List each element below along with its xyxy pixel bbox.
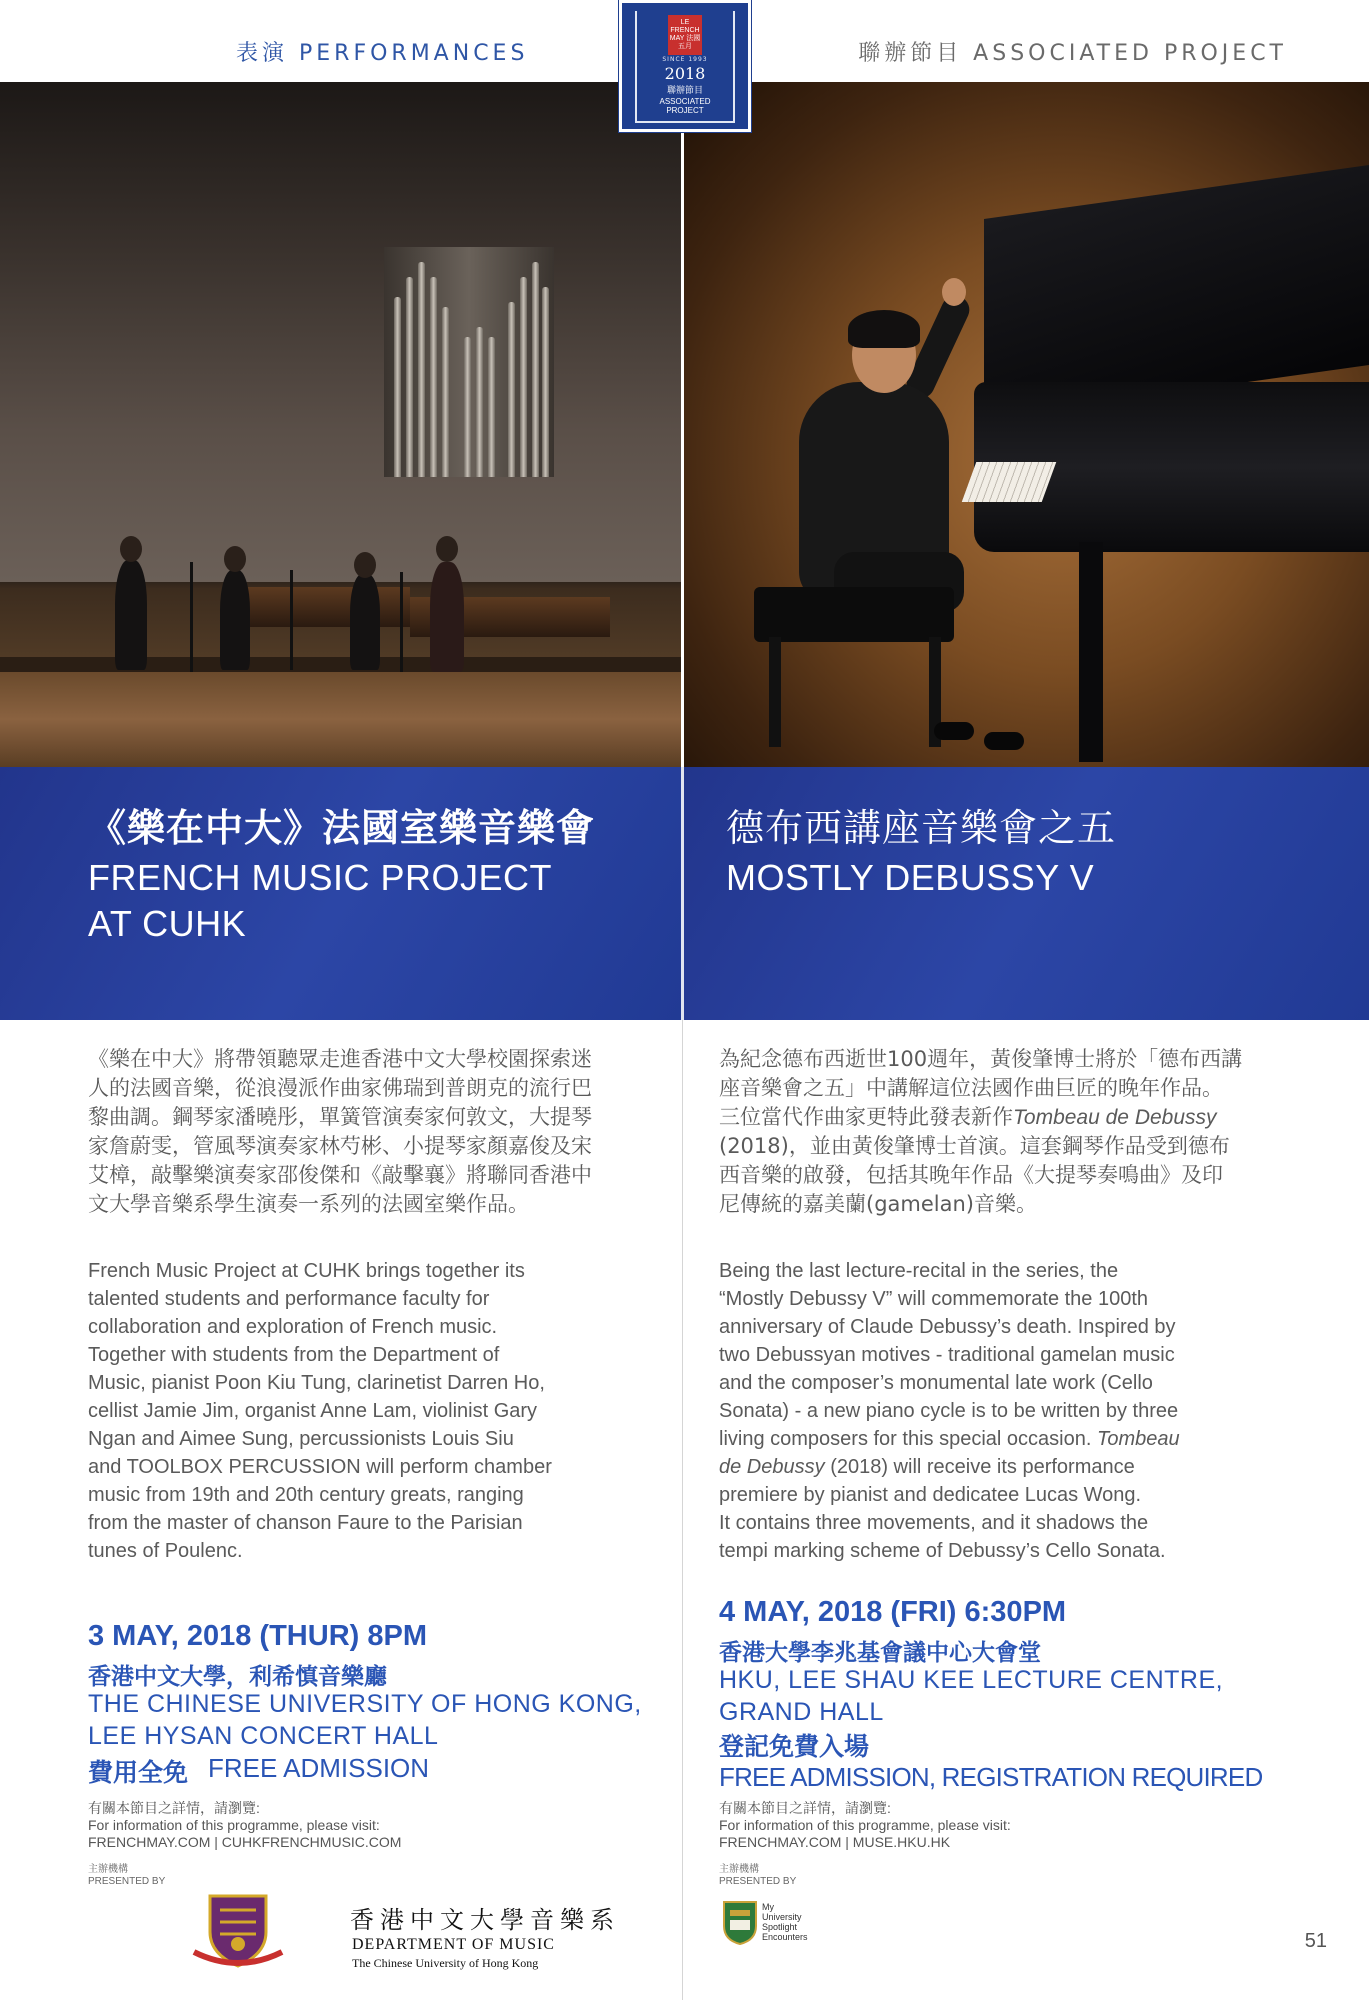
- text-line: premiere by pianist and dedicatee Lucas Wong.: [719, 1484, 1142, 1506]
- text-line: de Debussy (2018) will receive its performance: [719, 1456, 1135, 1478]
- italic-title: Tombeau: [1096, 1428, 1180, 1450]
- event-title-en: MOSTLY DEBUSSY V: [726, 857, 1095, 898]
- text-line: living composers for this special occasion. Tombeau: [719, 1428, 1180, 1450]
- text-line: Together with students from the Department of: [88, 1344, 500, 1366]
- event-title-en-line2: AT CUHK: [88, 903, 247, 944]
- info-links[interactable]: FRENCHMAY.COM | CUHKFRENCHMUSIC.COM: [88, 1834, 402, 1850]
- badge-frame: [635, 11, 735, 123]
- presented-en: PRESENTED BY: [719, 1876, 797, 1887]
- venue-en-line2: GRAND HALL: [719, 1698, 884, 1726]
- text-line: Music, pianist Poon Kiu Tung, clarinetist Darren Ho,: [88, 1372, 545, 1394]
- text-line: tempi marking scheme of Debussy’s Cello Sonata.: [719, 1540, 1166, 1562]
- text-line: “Mostly Debussy V” will commemorate the 100th: [719, 1288, 1149, 1310]
- associated-project-badge: [619, 0, 751, 132]
- venue-zh: 香港中文大學，利希慎音樂廳: [88, 1664, 387, 1690]
- presented-zh: 主辦機構: [88, 1864, 128, 1875]
- info-zh: 有關本節目之詳情，請瀏覽:: [88, 1800, 260, 1816]
- text-line: 為紀念德布西逝世100週年，黃俊肇博士將於「德布西講: [719, 1047, 1243, 1071]
- presented-zh: 主辦機構: [719, 1864, 759, 1875]
- bench-leg: [769, 637, 781, 747]
- venue-en: [88, 1688, 642, 1752]
- muse-line: Spotlight: [762, 1922, 798, 1932]
- text-line: French Music Project at CUHK brings together its: [88, 1260, 525, 1282]
- section-label-performances: 表演 PERFORMANCES: [236, 41, 529, 66]
- badge-en-line1: ASSOCIATED: [659, 97, 711, 106]
- performer-3: [350, 574, 380, 670]
- badge-since: SINCE 1993: [662, 55, 708, 63]
- performer-2-head: [224, 546, 246, 572]
- hall-wall: [0, 82, 681, 582]
- right-zh-description: [719, 1045, 1279, 1219]
- event-title-zh: 德布西講座音樂會之五: [726, 806, 1117, 850]
- text-line: 黎曲調。鋼琴家潘曉彤，單簧管演奏家何敦文，大提琴: [88, 1105, 592, 1129]
- performer-4: [430, 562, 464, 672]
- event-date: 4 MAY, 2018 (FRI) 6:30PM: [719, 1596, 1067, 1628]
- presented-by: [719, 1864, 796, 1888]
- text-line: 文大學音樂系學生演奏一系列的法國室樂作品。: [88, 1192, 529, 1216]
- info-en: For information of this programme, please visit:: [719, 1817, 1011, 1833]
- text-line: Being the last lecture-recital in the series, the: [719, 1260, 1119, 1282]
- presenter-sub: The Chinese University of Hong Kong: [352, 1956, 539, 1970]
- text-line: and the composer’s monumental late work (Cello: [719, 1372, 1153, 1394]
- event-title-zh: 《樂在中大》法國室樂音樂會: [88, 806, 596, 850]
- badge-en-line2: PROJECT: [666, 106, 704, 115]
- text-line: from the master of chanson Faure to the Parisian: [88, 1512, 523, 1534]
- hku-crest-icon: [722, 1900, 758, 1946]
- venue-zh: 香港大學李兆基會議中心大會堂: [719, 1640, 1041, 1666]
- muse-logo: [762, 1902, 842, 1942]
- column-divider: [682, 1020, 683, 2000]
- performer-3-head: [354, 552, 376, 578]
- event-title-en-line1: FRENCH MUSIC PROJECT: [88, 857, 553, 898]
- left-en-description: [88, 1257, 648, 1565]
- admission-zh: 登記免費入場: [719, 1732, 870, 1761]
- italic-title: Tombeau de Debussy: [1013, 1106, 1217, 1129]
- venue-en-line2: LEE HYSAN CONCERT HALL: [88, 1722, 439, 1750]
- text-line: music from 19th and 20th century greats, ranging: [88, 1484, 524, 1506]
- stage-floor: [0, 672, 681, 767]
- page-number: 51: [1304, 1930, 1327, 1952]
- presented-by: [88, 1864, 165, 1888]
- muse-line: Encounters: [762, 1932, 808, 1942]
- presenter-zh: 香港中文大學音樂系: [350, 1906, 620, 1934]
- text-line: 艾樟，敲擊樂演奏家邵俊傑和《敲擊襄》將聯同香港中: [88, 1163, 592, 1187]
- text-line: talented students and performance faculty for: [88, 1288, 490, 1310]
- text-line: 尼傳統的嘉美蘭(gamelan)音樂。: [719, 1192, 1037, 1216]
- italic-title: de Debussy: [719, 1456, 825, 1478]
- text-line: (2018)，並由黃俊肇博士首演。這套鋼琴作品受到德布: [719, 1134, 1230, 1158]
- event-date: 3 MAY, 2018 (THUR) 8PM: [88, 1620, 427, 1652]
- performer-1-head: [120, 536, 142, 562]
- text-line: Ngan and Aimee Sung, percussionists Louis Siu: [88, 1428, 514, 1450]
- text-line: cellist Jamie Jim, organist Anne Lam, violinist Gary: [88, 1400, 538, 1422]
- text-line: 西音樂的啟發，包括其晚年作品《大提琴奏鳴曲》及印: [719, 1163, 1223, 1187]
- marimba: [230, 587, 410, 627]
- badge-en: [660, 97, 711, 115]
- piano-bench: [754, 587, 954, 642]
- event-title-en: [88, 855, 552, 947]
- admission-en: FREE ADMISSION, REGISTRATION REQUIRED: [719, 1762, 1263, 1792]
- right-en-description: [719, 1257, 1279, 1565]
- venue-en-line1: HKU, LEE SHAU KEE LECTURE CENTRE,: [719, 1666, 1224, 1694]
- presenter-en: DEPARTMENT OF MUSIC: [352, 1936, 555, 1953]
- text-line: 《樂在中大》將帶領聽眾走進香港中文大學校園探索迷: [88, 1047, 592, 1071]
- text-line: 人的法國音樂，從浪漫派作曲家佛瑞到普朗克的流行巴: [88, 1076, 592, 1100]
- performer-4-head: [436, 536, 458, 562]
- admission-zh: 費用全免: [88, 1758, 189, 1787]
- text-line: It contains three movements, and it shadows the: [719, 1512, 1149, 1534]
- text-line: tunes of Poulenc.: [88, 1540, 243, 1562]
- piano-leg: [1079, 542, 1103, 762]
- pianist-hand: [942, 278, 966, 306]
- text-line: collaboration and exploration of French music.: [88, 1316, 498, 1338]
- admission-en: FREE ADMISSION: [208, 1753, 430, 1783]
- performer-1: [115, 560, 147, 670]
- text-line: 家詹蔚雯，管風琴演奏家林芍彬、小提琴家顏嘉俊及宋: [88, 1134, 592, 1158]
- music-stand-2: [290, 570, 293, 670]
- text-line: Sonata) - a new piano cycle is to be written by three: [719, 1400, 1179, 1422]
- text-line: 座音樂會之五」中講解這位法國作曲巨匠的晚年作品。: [719, 1076, 1223, 1100]
- piano-lid: [984, 165, 1369, 419]
- programme-info: [719, 1800, 1011, 1851]
- info-zh: 有關本節目之詳情，請瀏覽:: [719, 1800, 891, 1816]
- title-band-right: [684, 767, 1369, 1020]
- info-links[interactable]: FRENCHMAY.COM | MUSE.HKU.HK: [719, 1834, 951, 1850]
- music-stand-1: [190, 562, 193, 672]
- text-line: anniversary of Claude Debussy’s death. Inspired by: [719, 1316, 1176, 1338]
- pipe-organ: [384, 247, 554, 477]
- venue-en: [719, 1664, 1223, 1728]
- presented-en: PRESENTED BY: [88, 1876, 166, 1887]
- french-may-logo: LE FRENCH MAY 法國五月: [668, 15, 702, 55]
- ensemble-photo: [0, 82, 681, 767]
- music-stand-3: [400, 572, 403, 672]
- piano-keys: [962, 462, 1057, 502]
- shoe: [934, 722, 974, 740]
- badge-year: 2018: [664, 63, 706, 83]
- badge-zh: 聯辦節目: [666, 86, 703, 97]
- cuhk-crest-icon: [190, 1892, 286, 1970]
- muse-line: My: [762, 1902, 774, 1912]
- section-label-associated-project: 聯辦節目 ASSOCIATED PROJECT: [858, 41, 1287, 66]
- performer-2: [220, 570, 250, 670]
- photo-separator: [681, 82, 684, 767]
- shoe: [984, 732, 1024, 750]
- text-line: and TOOLBOX PERCUSSION will perform chamber: [88, 1456, 552, 1478]
- muse-line: University: [762, 1912, 802, 1922]
- programme-info: [88, 1800, 401, 1851]
- left-zh-description: [88, 1045, 648, 1219]
- pianist-hair: [848, 310, 920, 348]
- text-line: two Debussyan motives - traditional gamelan music: [719, 1344, 1175, 1366]
- venue-en-line1: THE CHINESE UNIVERSITY OF HONG KONG,: [88, 1690, 642, 1718]
- text-line: 三位當代作曲家更特此發表新作Tombeau de Debussy: [719, 1105, 1217, 1129]
- info-en: For information of this programme, please visit:: [88, 1817, 380, 1833]
- pianist-photo: [684, 82, 1369, 767]
- title-band-left: [0, 767, 681, 1020]
